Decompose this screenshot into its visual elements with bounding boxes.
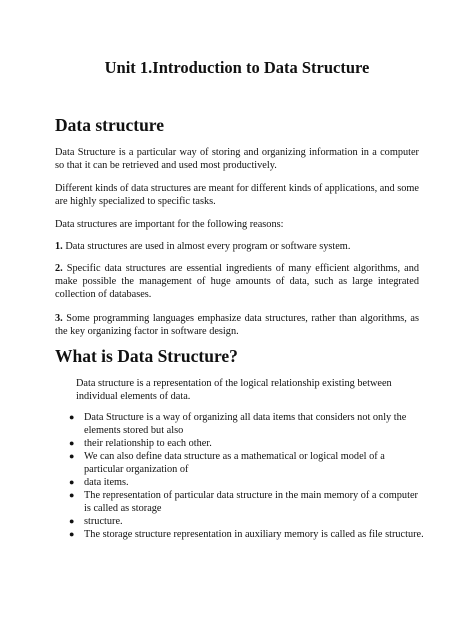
list-item (64, 450, 424, 476)
reason-text: Specific data structures are essential ingredients of many efficient algorithms, and make possible the management of huge amounts of data, such as large integrated collection of databases. (55, 263, 419, 300)
bullet-icon: ● (69, 516, 75, 526)
bullet-icon: ● (69, 490, 75, 500)
paragraph-representation: Data structure is a representation of the logical relationship existing between individual elements of data. (76, 378, 392, 402)
paragraph-definition: Data Structure is a particular way of storing and organizing information in a computer so that it can be retrieved and used most productively. (55, 147, 419, 171)
bullet-icon: ● (69, 438, 75, 448)
bullet-icon: ● (69, 477, 75, 487)
reason-number: 3. (55, 313, 63, 324)
document-title: Unit 1.Introduction to Data Structure (104, 58, 370, 77)
reason-1 (55, 240, 419, 253)
list-item-text: their relationship to each other. (84, 438, 212, 449)
reason-3 (55, 312, 419, 338)
list-item (64, 476, 424, 489)
list-item-text: data items. (84, 477, 129, 488)
section-heading-what-is-data-structure: What is Data Structure? (55, 346, 238, 366)
paragraph-reasons-intro: Data structures are important for the following reasons: (55, 219, 284, 230)
bullet-icon: ● (69, 529, 75, 539)
list-item (64, 411, 424, 437)
list-item-text: structure. (84, 516, 123, 527)
list-item-text: We can also define data structure as a mathematical or logical model of a particular organization of (84, 451, 385, 475)
reason-text: Some programming languages emphasize data structures, rather than algorithms, as the key organizing factor in software design. (55, 313, 419, 337)
bullet-icon: ● (69, 451, 75, 461)
reason-2 (55, 262, 419, 301)
list-item-text: The storage structure representation in auxiliary memory is called as file structure. (84, 529, 424, 540)
list-item-text: The representation of particular data structure in the main memory of a computer is called as storage (84, 490, 418, 514)
bullet-icon: ● (69, 412, 75, 422)
list-item (64, 515, 424, 528)
section-heading-data-structure: Data structure (55, 115, 165, 135)
list-item (64, 528, 424, 541)
reason-number: 2. (55, 263, 63, 274)
bullet-list (64, 411, 424, 541)
list-item (64, 437, 424, 450)
list-item (64, 489, 424, 515)
list-item-text: Data Structure is a way of organizing all data items that considers not only the elements stored but also (84, 412, 407, 436)
reason-number: 1. (55, 241, 63, 252)
paragraph-kinds: Different kinds of data structures are meant for different kinds of applications, and some are highly specialized to specific tasks. (55, 183, 419, 207)
reason-text: Data structures are used in almost every program or software system. (65, 241, 351, 252)
